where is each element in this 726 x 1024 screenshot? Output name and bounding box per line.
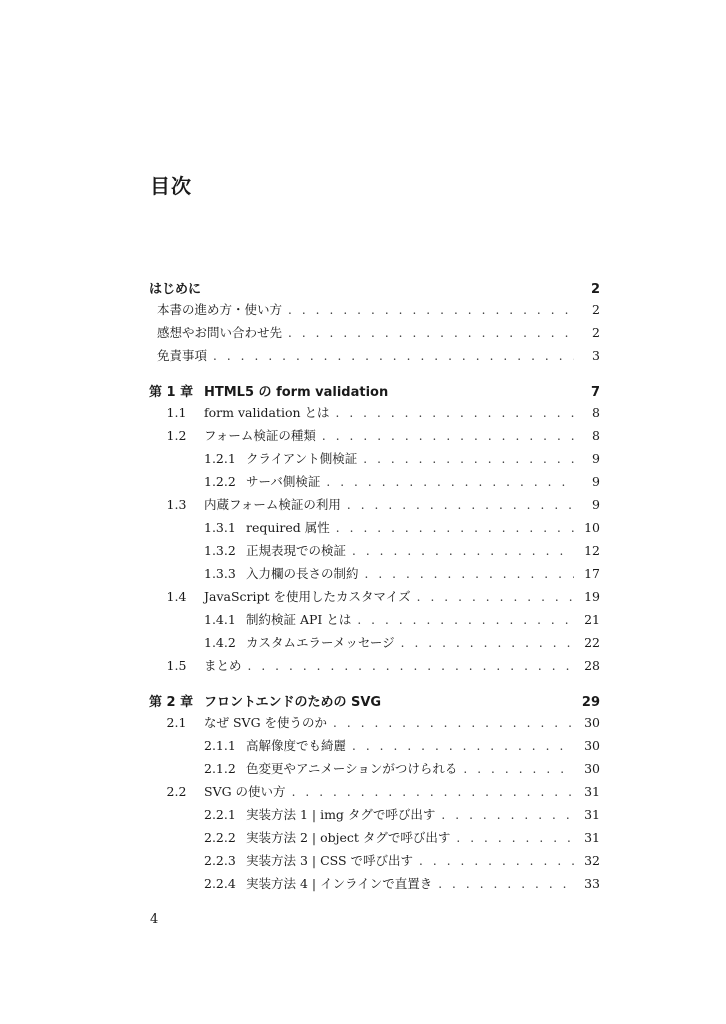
toc-entry-number: 2.2.3 bbox=[204, 853, 236, 868]
toc-entry[interactable] bbox=[149, 736, 600, 759]
toc-entry-text: なぜ SVG を使うのか bbox=[204, 715, 328, 730]
toc-entry-number: 1.3 bbox=[166, 497, 187, 512]
toc-entry-number: 1.3.2 bbox=[204, 543, 236, 558]
toc-entry[interactable] bbox=[149, 656, 600, 679]
toc-chapter-2[interactable] bbox=[149, 691, 600, 713]
toc-entry-page: 28 bbox=[584, 658, 600, 673]
page-number: 4 bbox=[150, 912, 159, 927]
toc-entry[interactable] bbox=[149, 587, 600, 610]
toc-entry-text: 実装方法 2 | object タグで呼び出す bbox=[246, 830, 451, 845]
toc-entry-page: 3 bbox=[592, 348, 600, 363]
toc-entry-text: 制約検証 API とは bbox=[246, 612, 352, 627]
toc-entry-page: 22 bbox=[584, 635, 600, 650]
table-of-contents bbox=[149, 278, 600, 897]
dot-leader bbox=[363, 452, 574, 466]
dot-leader bbox=[463, 762, 574, 776]
toc-entry[interactable] bbox=[149, 323, 600, 346]
toc-entry-text: form validation とは bbox=[204, 405, 330, 420]
toc-entry-number: 2.2.2 bbox=[204, 830, 236, 845]
toc-entry-number: 1.1 bbox=[166, 405, 187, 420]
toc-entry-page: 31 bbox=[584, 807, 600, 822]
toc-entry-text: 免責事項 bbox=[157, 348, 208, 363]
toc-entry[interactable] bbox=[149, 759, 600, 782]
dot-leader bbox=[456, 831, 574, 845]
toc-entry-number: 2.1.1 bbox=[204, 738, 236, 753]
toc-entry[interactable] bbox=[149, 518, 600, 541]
toc-entry-number: 1.4.2 bbox=[204, 635, 236, 650]
toc-entry-text: JavaScript を使用したカスタマイズ bbox=[204, 589, 411, 604]
chapter-page: 7 bbox=[590, 385, 600, 400]
toc-entry[interactable] bbox=[149, 403, 600, 426]
toc-entry-number: 1.5 bbox=[166, 658, 187, 673]
toc-entry-number: 2.2.1 bbox=[204, 807, 236, 822]
toc-entry-number: 1.2.2 bbox=[204, 474, 236, 489]
dot-leader bbox=[441, 808, 574, 822]
toc-entry-number: 2.2.4 bbox=[204, 876, 236, 891]
chapter-title: フロントエンドのための SVG bbox=[204, 695, 382, 710]
toc-entry[interactable] bbox=[149, 449, 600, 472]
toc-entry-text: 正規表現での検証 bbox=[246, 543, 347, 558]
toc-entry-number: 2.2 bbox=[166, 784, 187, 799]
toc-entry-text: フォーム検証の種類 bbox=[204, 428, 316, 443]
toc-entry-text: まとめ bbox=[204, 658, 242, 673]
toc-entry-number: 1.4.1 bbox=[204, 612, 236, 627]
toc-entry[interactable] bbox=[149, 610, 600, 633]
dot-leader bbox=[352, 544, 574, 558]
toc-entry-text: カスタムエラーメッセージ bbox=[246, 635, 395, 650]
toc-chapter-1[interactable] bbox=[149, 381, 600, 403]
dot-leader bbox=[438, 877, 574, 891]
dot-leader bbox=[288, 303, 574, 317]
dot-leader bbox=[292, 785, 574, 799]
chapter-label: 第 2 章 bbox=[149, 695, 194, 710]
toc-entry-text: サーバ側検証 bbox=[246, 474, 321, 489]
dot-leader bbox=[401, 636, 574, 650]
dot-leader bbox=[336, 406, 575, 420]
dot-leader bbox=[417, 590, 574, 604]
toc-entry-number: 2.1.2 bbox=[204, 761, 236, 776]
toc-entry-number: 1.2 bbox=[166, 428, 187, 443]
toc-entry-text: 本書の進め方・使い方 bbox=[157, 302, 283, 317]
toc-entry-text: 実装方法 3 | CSS で呼び出す bbox=[246, 853, 414, 868]
dot-leader bbox=[357, 613, 574, 627]
toc-section-title: はじめに bbox=[149, 282, 202, 297]
dot-leader bbox=[322, 429, 574, 443]
toc-entry-number: 1.2.1 bbox=[204, 451, 236, 466]
toc-entry[interactable] bbox=[149, 300, 600, 323]
toc-entry-page: 31 bbox=[584, 784, 600, 799]
dot-leader bbox=[333, 716, 574, 730]
toc-entry-page: 30 bbox=[584, 738, 600, 753]
toc-entry-page: 2 bbox=[592, 302, 600, 317]
toc-entry-text: 感想やお問い合わせ先 bbox=[157, 325, 283, 340]
toc-entry-number: 1.3.3 bbox=[204, 566, 236, 581]
toc-entry-text: 入力欄の長さの制約 bbox=[246, 566, 359, 581]
toc-section-page: 2 bbox=[590, 282, 600, 297]
toc-entry[interactable] bbox=[149, 426, 600, 449]
chapter-title: HTML5 の form validation bbox=[204, 385, 389, 400]
dot-leader bbox=[347, 498, 574, 512]
toc-entry-text: 色変更やアニメーションがつけられる bbox=[246, 761, 458, 776]
toc-entry-page: 17 bbox=[584, 566, 600, 581]
dot-leader bbox=[352, 739, 574, 753]
toc-entry[interactable] bbox=[149, 713, 600, 736]
toc-entry-text: 実装方法 1 | img タグで呼び出す bbox=[246, 807, 436, 822]
toc-entry-page: 8 bbox=[592, 405, 600, 420]
dot-leader bbox=[213, 349, 574, 363]
toc-entry[interactable] bbox=[149, 346, 600, 369]
toc-entry-page: 30 bbox=[584, 761, 600, 776]
toc-entry-page: 19 bbox=[584, 589, 600, 604]
dot-leader bbox=[365, 567, 574, 581]
toc-section-front[interactable] bbox=[149, 278, 600, 300]
toc-entry-page: 33 bbox=[584, 876, 600, 891]
toc-entry[interactable] bbox=[149, 564, 600, 587]
toc-entry[interactable] bbox=[149, 541, 600, 564]
toc-entry[interactable] bbox=[149, 633, 600, 656]
toc-entry-number: 2.1 bbox=[166, 715, 187, 730]
dot-leader bbox=[336, 521, 574, 535]
toc-entry-number: 1.3.1 bbox=[204, 520, 236, 535]
page-title: 目次 bbox=[150, 174, 192, 198]
toc-entry-page: 9 bbox=[592, 451, 600, 466]
toc-entry[interactable] bbox=[149, 472, 600, 495]
toc-entry-page: 31 bbox=[584, 830, 600, 845]
toc-entry-page: 9 bbox=[592, 474, 600, 489]
toc-entry-text: クライアント側検証 bbox=[246, 451, 358, 466]
toc-entry-page: 32 bbox=[584, 853, 600, 868]
toc-entry[interactable] bbox=[149, 828, 600, 851]
toc-entry-page: 12 bbox=[584, 543, 600, 558]
toc-entry[interactable] bbox=[149, 874, 600, 897]
dot-leader bbox=[248, 659, 574, 673]
toc-entry-text: required 属性 bbox=[246, 520, 330, 535]
toc-entry-page: 8 bbox=[592, 428, 600, 443]
toc-entry-text: SVG の使い方 bbox=[204, 784, 286, 799]
toc-entry[interactable] bbox=[149, 782, 600, 805]
toc-entry-page: 9 bbox=[592, 497, 600, 512]
toc-entry-text: 高解像度でも綺麗 bbox=[246, 738, 347, 753]
toc-entry-page: 30 bbox=[584, 715, 600, 730]
dot-leader bbox=[419, 854, 574, 868]
toc-entry-number: 1.4 bbox=[166, 589, 187, 604]
chapter-label: 第 1 章 bbox=[149, 385, 194, 400]
chapter-page: 29 bbox=[581, 695, 600, 710]
toc-entry[interactable] bbox=[149, 805, 600, 828]
toc-entry-page: 2 bbox=[592, 325, 600, 340]
toc-entry-page: 10 bbox=[584, 520, 600, 535]
dot-leader bbox=[326, 475, 574, 489]
toc-entry-page: 21 bbox=[584, 612, 600, 627]
toc-entry[interactable] bbox=[149, 495, 600, 518]
dot-leader bbox=[288, 326, 574, 340]
toc-entry[interactable] bbox=[149, 851, 600, 874]
toc-entry-text: 実装方法 4 | インラインで直置き bbox=[246, 876, 433, 891]
toc-entry-text: 内蔵フォーム検証の利用 bbox=[204, 497, 341, 512]
